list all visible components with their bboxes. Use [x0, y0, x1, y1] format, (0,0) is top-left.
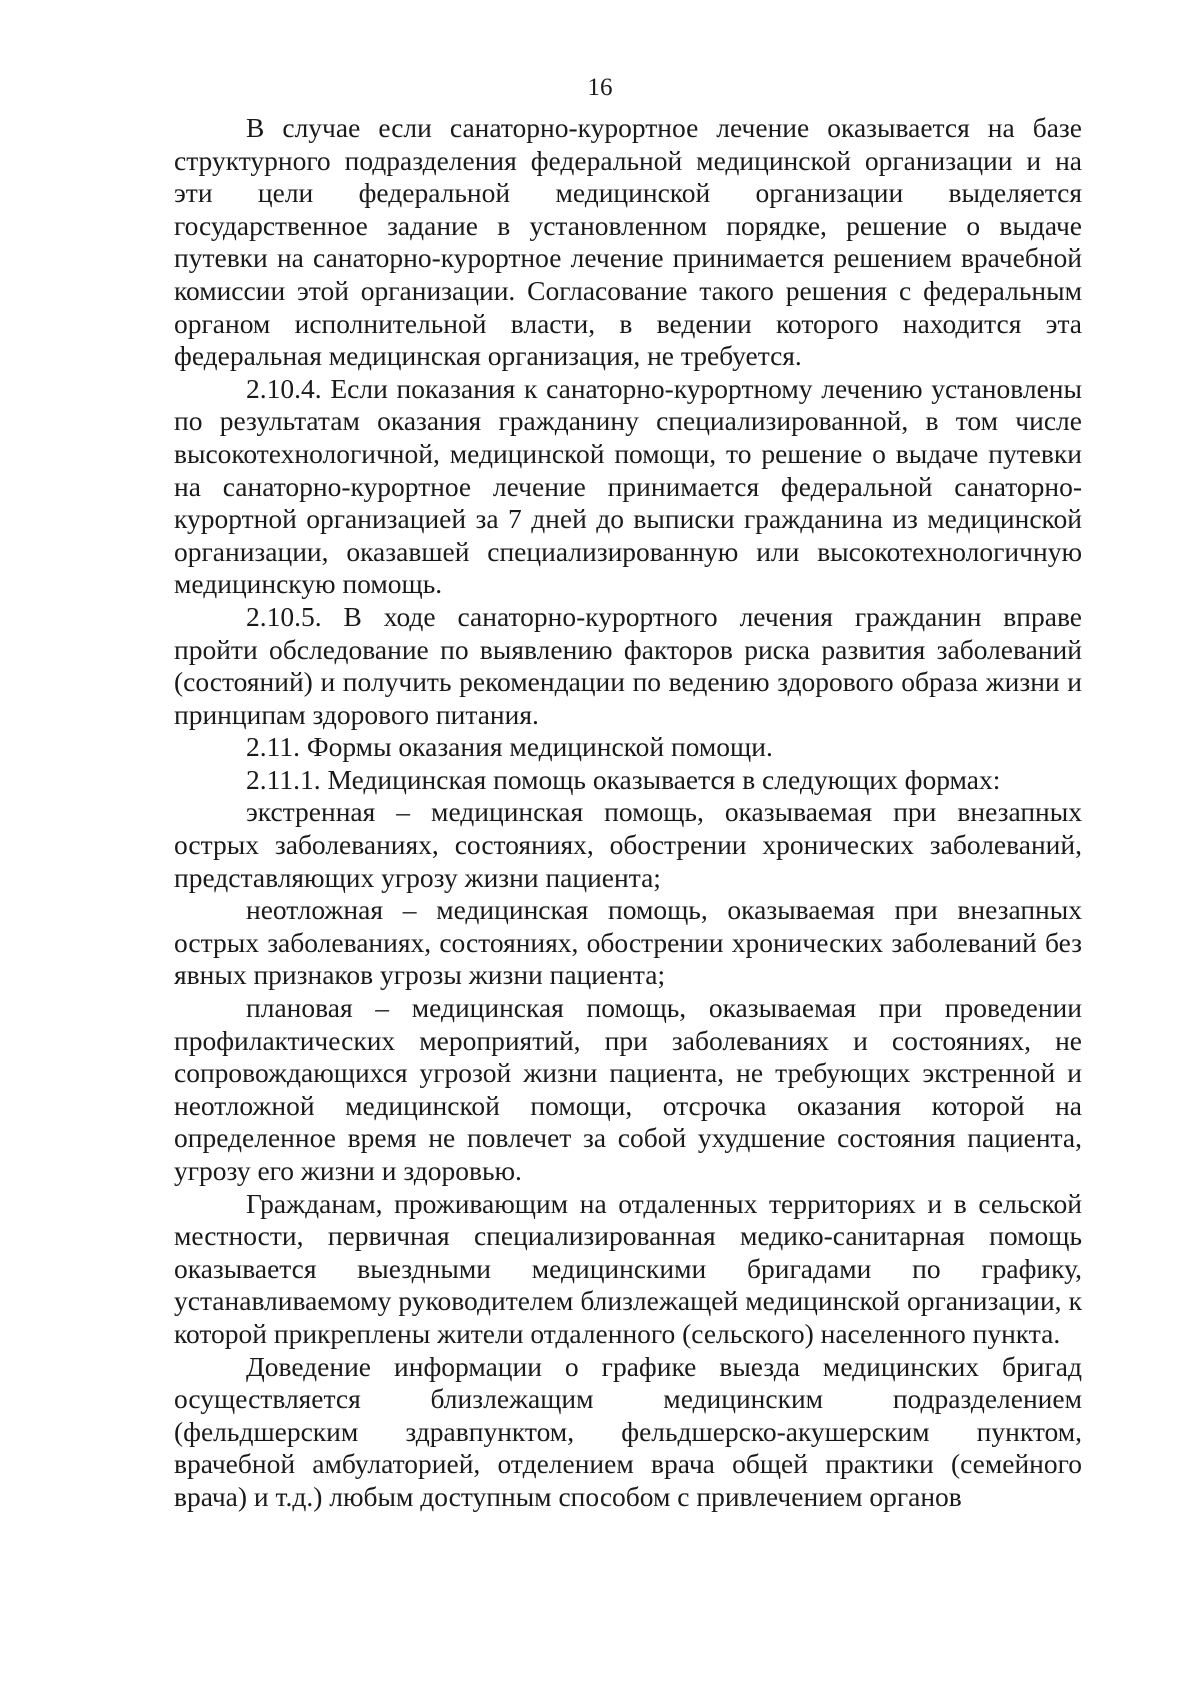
paragraph: Доведение информации о графике выезда медицинских бригад осуществляется близлежащим медицинским подразделением (фельдшерским здравпунктом, фельдшерско-акушерским пунктом, врачебной амбулаторией, отделением врача общей практики (семейного врача) и т.д.) любым доступным способом с привлечением органов	[174, 1350, 1082, 1512]
document-body	[174, 112, 1082, 1514]
paragraph: неотложная – медицинская помощь, оказываемая при внезапных острых заболеваниях, состояниях, обострении хронических заболеваний без явных признаков угрозы жизни пациента;	[174, 894, 1082, 991]
paragraph: 2.10.4. Если показания к санаторно-курортному лечению установлены по результатам оказания гражданину специализированной, в том числе высокотехнологичной, медицинской помощи, то решение о выдаче путевки на санаторно-курортное лечение принимается федеральной санаторно-курортной организацией за 7 дней до выписки гражданина из медицинской организации, оказавшей специализированную или высокотехнологичную медицинскую помощь.	[174, 372, 1082, 600]
paragraph: 2.10.5. В ходе санаторно-курортного лечения гражданин вправе пройти обследование по выявлению факторов риска развития заболеваний (состояний) и получить рекомендации по ведению здорового образа жизни и принципам здорового питания.	[174, 600, 1082, 730]
page-number: 16	[587, 74, 613, 101]
paragraph: В случае если санаторно-курортное лечение оказывается на базе структурного подразделения федеральной медицинской организации и на эти цели федеральной медицинской организации выделяется государственное задание в установленном порядке, решение о выдаче путевки на санаторно-курортное лечение принимается решением врачебной комиссии этой организации. Согласование такого решения с федеральным органом исполнительной власти, в ведении которого находится эта федеральная медицинская организация, не требуется.	[174, 112, 1082, 372]
paragraph: плановая – медицинская помощь, оказываемая при проведении профилактических мероприятий, при заболеваниях и состояниях, не сопровождающихся угрозой жизни пациента, не требующих экстренной и неотложной медицинской помощи, отсрочка оказания которой на определенное время не повлечет за собой ухудшение состояния пациента, угрозу его жизни и здоровью.	[174, 992, 1082, 1186]
paragraph: 2.11. Формы оказания медицинской помощи.	[246, 731, 773, 763]
paragraph: экстренная – медицинская помощь, оказываемая при внезапных острых заболеваниях, состояниях, обострении хронических заболеваний, представляющих угрозу жизни пациента;	[174, 796, 1082, 893]
paragraph: Гражданам, проживающим на отдаленных территориях и в сельской местности, первичная специализированная медико-санитарная помощь оказывается выездными медицинскими бригадами по графику, устанавливаемому руководителем близлежащей медицинской организации, к которой прикреплены жители отдаленного (сельского) населенного пункта.	[174, 1187, 1082, 1349]
paragraph: 2.11.1. Медицинская помощь оказывается в следующих формах:	[246, 763, 1001, 795]
